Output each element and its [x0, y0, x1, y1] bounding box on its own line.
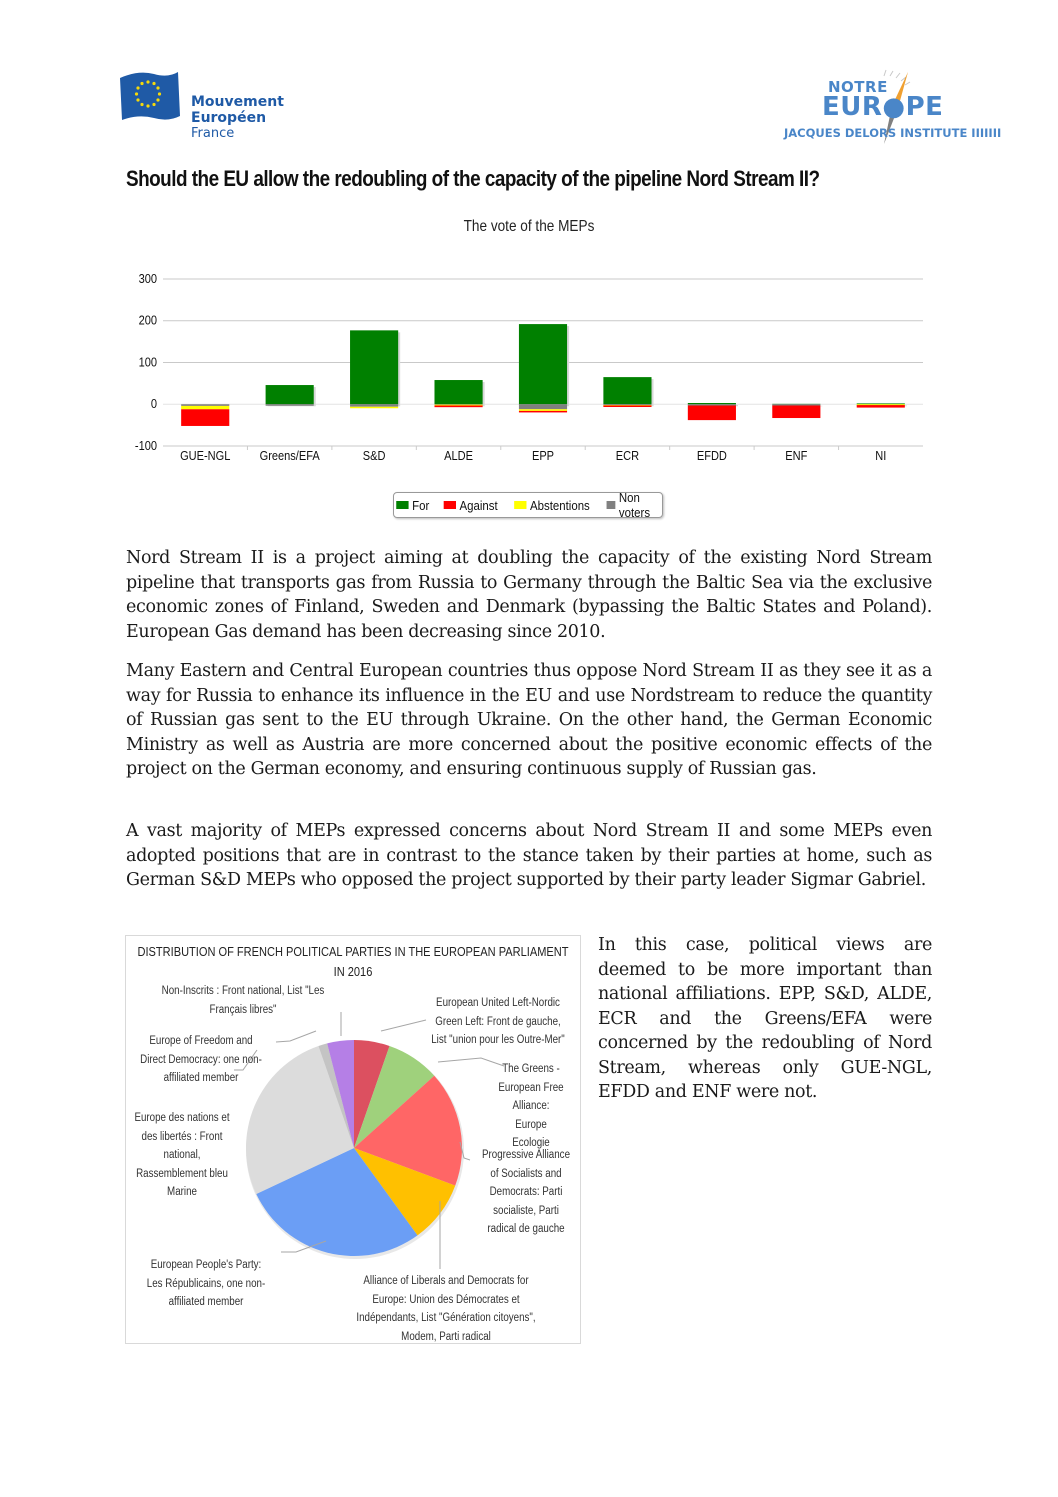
legend-label: Abstentions — [529, 497, 590, 513]
pie-label-alde: Alliance of Liberals and Democrats for Europe: Union des Démocrates et Indépendants, List "Génération citoyens", Modem, Parti radical — [356, 1275, 536, 1343]
paragraph-opposition: Many Eastern and Central European countries thus oppose Nord Stream II as they see it as a way for Russia to enhance its influence in the EU and use Nordstream to reduce the quantity of Russian gas sent to the EU through Ukraine. On the other hand, the German Economic Ministry as well as Austria are more concerned about the positive economic effects of the project on the German economy, and ensuring continuous supply of Russian gas. — [126, 661, 932, 779]
paragraph-intro: Nord Stream II is a project aiming at doubling the capacity of the existing Nord Stream pipeline that transports gas from Russia to Germany through the Baltic Sea via the exclusive economic zones of Finland, Sweden and Denmark (bypassing the Baltic States and Poland). European Gas demand has been decreasing since 2010. — [126, 548, 932, 642]
logo-line-1: Mouvement — [191, 94, 284, 110]
bar-for-efdd — [688, 403, 736, 404]
mouvement-europeen-logo — [118, 68, 318, 148]
pie-chart-title: DISTRIBUTION OF FRENCH POLITICAL PARTIES IN THE EUROPEAN PARLIAMENT IN 2016 — [137, 944, 569, 979]
pie-label-ni: Non-Inscrits : Front national, List "Les Français libres" — [161, 985, 325, 1016]
legend-item-non-voters — [606, 490, 658, 520]
leader-line-efdd — [276, 1031, 316, 1042]
legend-label: Non voters — [618, 490, 650, 520]
paragraph-conclusion: In this case, political views are deemed to be more important than national affiliations. EPP, S&D, ALDE, ECR and the Greens/EFA were concerned by the redoubling of Nord Stream, whereas only GUE-NGL, EFDD and ENF were not. — [598, 935, 932, 1102]
bar-for-epp — [519, 324, 567, 404]
pie-label-epp: European People's Party: Les Républicains, one non-affiliated member — [146, 1259, 266, 1308]
bar-non-voters-epp — [519, 404, 567, 409]
chart-legend — [393, 492, 663, 518]
pie-label-enf: Europe des nations et des libertés : Front national, Rassemblement bleu Marine — [134, 1112, 230, 1198]
pie-label-gue: European United Left-Nordic Green Left: Front de gauche, List "union pour les Outre-Mer" — [431, 997, 565, 1046]
pie-chart-panel — [125, 935, 581, 1344]
leader-line-greens — [438, 1058, 504, 1066]
x-category-label: ENF — [785, 448, 808, 464]
legend-item-for — [396, 498, 429, 513]
x-category-label: ALDE — [444, 448, 473, 464]
bar-abstentions-guengl — [181, 406, 229, 409]
bar-for-ecr — [603, 377, 651, 404]
bar-abstentions-epp — [519, 409, 567, 411]
bar-against-guengl — [181, 409, 229, 426]
page-title: Should the EU allow the redoubling of the capacity of the pipeline Nord Stream II? — [126, 166, 820, 191]
y-tick-label: 200 — [138, 312, 157, 328]
x-category-label: NI — [875, 448, 887, 464]
bar-against-efdd — [688, 406, 736, 421]
bar-non-voters-guengl — [181, 404, 229, 406]
y-tick-label: 0 — [150, 396, 157, 412]
x-category-label: ECR — [615, 448, 640, 464]
bar-non-voters-sd — [350, 404, 398, 407]
chart-title: The vote of the MEPs — [463, 218, 595, 235]
bar-against-epp — [519, 411, 567, 413]
legend-swatch-for — [396, 501, 408, 509]
vote-bar-chart — [120, 262, 930, 472]
logo-europe: EUR●PE — [822, 92, 944, 122]
legend-item-against — [443, 498, 497, 513]
pie-label-greens: The Greens - European Free Alliance: Europe Ecologie — [498, 1063, 564, 1149]
bar-abstentions-sd — [350, 407, 398, 409]
x-category-label: GUE-NGL — [180, 448, 231, 464]
pie-label-efdd: Europe of Freedom and Direct Democracy: one non-affiliated member — [140, 1035, 262, 1084]
logo-line-3: France — [191, 126, 235, 141]
pie-label-sd: Progressive Alliance of Socialists and Democrats: Parti socialiste, Parti radical de gauche — [481, 1149, 571, 1235]
y-tick-label: 300 — [138, 271, 157, 287]
legend-label: For — [412, 497, 430, 513]
legend-swatch-against — [443, 501, 455, 509]
x-category-label: EPP — [531, 448, 555, 464]
bar-against-ecr — [603, 406, 651, 408]
logo-jdi: JACQUES DELORS INSTITUTE IIIIIII — [784, 126, 1002, 140]
bar-for-ni — [857, 403, 905, 404]
legend-swatch-abstentions — [514, 501, 526, 509]
bar-against-alde — [434, 406, 482, 408]
bar-non-voters-greensefa — [266, 404, 314, 406]
notre-europe-logo — [780, 66, 1002, 150]
bar-for-greensefa — [266, 385, 314, 404]
logo-line-2: Européen — [191, 110, 267, 126]
x-category-label: Greens/EFA — [259, 448, 320, 464]
paragraph-meps: A vast majority of MEPs expressed concerns about Nord Stream II and some MEPs even adopted positions that are in contrast to the stance taken by their parties at home, such as German S&D MEPs who opposed the project supported by their party leader Sigmar Gabriel. — [126, 821, 932, 890]
legend-label: Against — [459, 497, 498, 513]
bar-for-sd — [350, 330, 398, 404]
legend-swatch-non-voters — [606, 501, 615, 509]
x-category-label: S&D — [362, 448, 386, 464]
logo-notre: NOTRE — [828, 78, 888, 96]
leader-line-gue — [381, 1020, 426, 1031]
bar-against-ni — [857, 405, 905, 408]
eu-flag-icon — [118, 70, 180, 122]
bar-for-alde — [434, 380, 482, 404]
y-tick-label: -100 — [134, 438, 157, 454]
y-tick-label: 100 — [138, 354, 157, 370]
legend-item-abstentions — [514, 498, 590, 513]
x-category-label: EFDD — [696, 448, 727, 464]
bar-against-enf — [772, 406, 820, 419]
